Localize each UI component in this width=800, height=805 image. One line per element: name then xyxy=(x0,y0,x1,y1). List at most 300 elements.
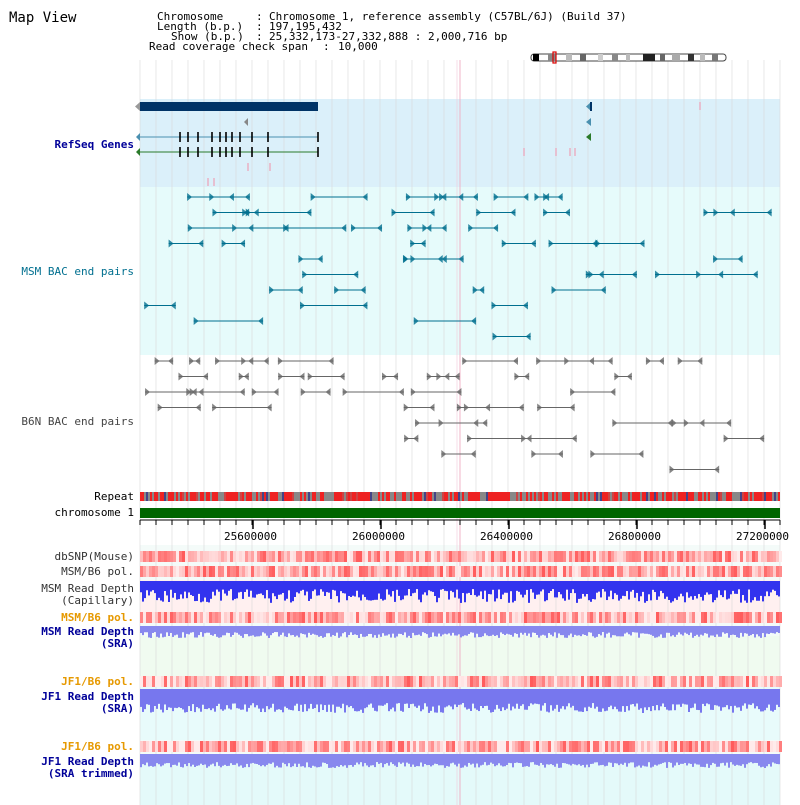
repeat-segment xyxy=(692,492,694,501)
polymorphism-cell xyxy=(677,566,680,577)
read-depth-bar xyxy=(566,581,568,590)
jf1-read-sra-line2: (SRA) xyxy=(100,702,134,715)
polymorphism-cell xyxy=(746,741,749,752)
repeat-segment xyxy=(348,492,350,501)
bac-end-marker xyxy=(612,419,617,427)
b6n-bac-end-pairs-track[interactable] xyxy=(145,357,764,474)
polymorphism-cell xyxy=(653,566,656,577)
read-depth-bar xyxy=(568,754,570,764)
read-depth-bar xyxy=(332,581,334,590)
repeat-segment xyxy=(704,492,706,501)
repeat-segment xyxy=(270,492,272,501)
read-depth-bar xyxy=(746,689,748,709)
read-depth-bar xyxy=(234,626,236,632)
polymorphism-cell xyxy=(191,612,194,623)
polymorphism-cell xyxy=(230,612,233,623)
read-depth-bar xyxy=(312,689,314,709)
repeat-segment xyxy=(256,492,258,501)
dbsnp-label[interactable]: dbSNP(Mouse) xyxy=(54,550,134,563)
repeat-segment xyxy=(456,492,458,501)
repeat-segment xyxy=(284,492,286,501)
polymorphism-cell xyxy=(173,551,176,562)
repeat-segment xyxy=(740,492,742,501)
msm-bac-label[interactable]: MSM BAC end pairs xyxy=(21,265,134,278)
read-depth-bar xyxy=(694,626,696,636)
read-depth-bar xyxy=(442,754,444,765)
read-depth-bar xyxy=(142,689,144,712)
read-depth-bar xyxy=(150,689,152,712)
polymorphism-cell xyxy=(152,566,155,577)
read-depth-bar xyxy=(186,754,188,766)
polymorphism-cell xyxy=(230,676,233,687)
read-depth-bar xyxy=(664,754,666,762)
read-depth-bar xyxy=(154,689,156,706)
msm-read-depth-capillary-label[interactable] xyxy=(41,583,134,607)
polymorphism-cell xyxy=(530,676,533,687)
repeat-segment xyxy=(248,492,250,501)
polymorphism-cell xyxy=(254,676,257,687)
read-depth-bar xyxy=(158,689,160,704)
repeat-segment xyxy=(404,492,406,501)
read-depth-bar xyxy=(738,626,740,638)
polymorphism-cell xyxy=(158,741,161,752)
polymorphism-cell xyxy=(593,566,596,577)
repeat-segment xyxy=(726,492,728,501)
read-depth-bar xyxy=(574,754,576,765)
polymorphism-cell xyxy=(266,551,269,562)
polymorphism-cell xyxy=(332,566,335,577)
repeat-segment xyxy=(744,492,746,501)
polymorphism-cell xyxy=(680,612,683,623)
read-depth-bar xyxy=(272,626,274,633)
read-depth-bar xyxy=(776,581,778,595)
read-depth-bar xyxy=(224,626,226,635)
read-depth-bar xyxy=(420,626,422,636)
read-depth-bar xyxy=(646,581,648,601)
repeat-segment xyxy=(462,492,464,501)
read-depth-bar xyxy=(698,754,700,765)
polymorphism-cell xyxy=(374,551,377,562)
bac-end-marker xyxy=(212,404,217,412)
read-depth-bar xyxy=(396,689,398,704)
read-depth-bar xyxy=(398,689,400,703)
read-depth-bar xyxy=(686,626,688,634)
read-depth-bar xyxy=(148,581,150,595)
read-depth-bar xyxy=(774,689,776,710)
msm-b6-pol-label[interactable]: MSM/B6 pol. xyxy=(61,565,134,578)
read-depth-bar xyxy=(516,754,518,763)
polymorphism-cell xyxy=(332,741,335,752)
bac-end-marker xyxy=(241,357,246,365)
polymorphism-cell xyxy=(602,741,605,752)
repeat-segment xyxy=(166,492,168,501)
polymorphism-cell xyxy=(611,566,614,577)
polymorphism-cell xyxy=(314,676,317,687)
polymorphism-cell xyxy=(536,612,539,623)
polymorphism-cell xyxy=(377,612,380,623)
read-depth-bar xyxy=(474,626,476,637)
repeat-segment xyxy=(304,492,306,501)
polymorphism-cell xyxy=(668,676,671,687)
read-depth-bar xyxy=(228,626,230,633)
read-depth-bar xyxy=(336,689,338,707)
read-depth-bar xyxy=(706,626,708,634)
read-depth-bar xyxy=(406,581,408,595)
polymorphism-cell xyxy=(656,551,659,562)
read-depth-bar xyxy=(400,754,402,764)
read-depth-bar xyxy=(774,626,776,634)
read-depth-bar xyxy=(628,581,630,600)
read-depth-bar xyxy=(670,689,672,710)
polymorphism-cell xyxy=(551,676,554,687)
read-depth-bar xyxy=(656,626,658,637)
repeat-segment xyxy=(196,492,198,501)
repeat-segment xyxy=(658,492,660,501)
polymorphism-cell xyxy=(536,566,539,577)
read-depth-bar xyxy=(616,689,618,709)
bac-end-marker xyxy=(457,404,462,412)
polymorphism-cell xyxy=(230,741,233,752)
read-depth-bar xyxy=(638,689,640,710)
read-depth-bar xyxy=(680,626,682,634)
read-depth-bar xyxy=(646,754,648,767)
polymorphism-cell xyxy=(413,612,416,623)
polymorphism-cell xyxy=(467,551,470,562)
polymorphism-cell xyxy=(266,676,269,687)
read-depth-bar xyxy=(346,626,348,637)
read-depth-bar xyxy=(336,626,338,633)
read-depth-bar xyxy=(626,689,628,706)
polymorphism-cell xyxy=(440,551,443,562)
polymorphism-cell xyxy=(542,612,545,623)
polymorphism-cell xyxy=(188,566,191,577)
read-depth-bar xyxy=(272,689,274,704)
read-depth-bar xyxy=(248,754,250,767)
read-depth-bar xyxy=(490,689,492,713)
polymorphism-cell xyxy=(257,741,260,752)
read-depth-bar xyxy=(764,581,766,596)
polymorphism-cell xyxy=(713,676,716,687)
ruler-tick-label: 25600000 xyxy=(224,530,277,543)
polymorphism-cell xyxy=(371,551,374,562)
polymorphism-cell xyxy=(764,612,767,623)
polymorphism-cell xyxy=(380,676,383,687)
polymorphism-cell xyxy=(326,676,329,687)
read-depth-bar xyxy=(268,754,270,763)
polymorphism-cell xyxy=(209,551,212,562)
polymorphism-cell xyxy=(161,676,164,687)
read-depth-bar xyxy=(372,689,374,708)
repeat-segment xyxy=(144,492,146,501)
read-depth-bar xyxy=(332,754,334,767)
repeat-segment xyxy=(484,492,486,501)
read-depth-bar xyxy=(680,581,682,594)
read-depth-bar xyxy=(478,626,480,637)
polymorphism-cell xyxy=(686,741,689,752)
read-depth-bar xyxy=(424,626,426,633)
gene-block xyxy=(590,102,592,111)
read-depth-bar xyxy=(446,581,448,591)
read-depth-bar xyxy=(660,689,662,706)
polymorphism-cell xyxy=(671,676,674,687)
read-depth-bar xyxy=(522,626,524,635)
bac-end-marker xyxy=(196,404,201,412)
read-depth-bar xyxy=(476,689,478,710)
polymorphism-cell xyxy=(611,676,614,687)
read-depth-bar xyxy=(698,626,700,637)
jf1-read-depth-sra-label[interactable] xyxy=(41,691,134,715)
polymorphism-cell xyxy=(233,676,236,687)
read-depth-bar xyxy=(676,626,678,635)
read-depth-bar xyxy=(222,626,224,635)
read-depth-bar xyxy=(414,626,416,635)
repeat-segment xyxy=(524,492,526,501)
repeat-segment xyxy=(604,492,606,501)
polymorphism-cell xyxy=(173,566,176,577)
polymorphism-cell xyxy=(491,566,494,577)
read-depth-bar xyxy=(462,581,464,593)
show-key: Show (b.p.) xyxy=(171,30,244,43)
polymorphism-cell xyxy=(410,551,413,562)
read-depth-bar xyxy=(738,581,740,589)
read-depth-bar xyxy=(666,626,668,633)
read-depth-bar xyxy=(736,689,738,708)
polymorphism-cell xyxy=(425,551,428,562)
read-depth-bar xyxy=(714,581,716,600)
read-depth-bar xyxy=(338,581,340,602)
polymorphism-cell xyxy=(212,566,215,577)
read-depth-bar xyxy=(662,626,664,638)
read-depth-bar xyxy=(682,581,684,596)
polymorphism-cell xyxy=(407,551,410,562)
polymorphism-cell xyxy=(227,566,230,577)
read-depth-bar xyxy=(358,689,360,711)
polymorphism-cell xyxy=(155,566,158,577)
msm-read-depth-sra-label[interactable] xyxy=(41,626,134,650)
polymorphism-cell xyxy=(281,612,284,623)
polymorphism-cell xyxy=(722,741,725,752)
polymorphism-cell xyxy=(719,551,722,562)
jf1-read-depth-trimmed-label[interactable] xyxy=(41,756,134,780)
polymorphism-cell xyxy=(515,551,518,562)
read-depth-bar xyxy=(654,689,656,710)
read-depth-bar xyxy=(426,754,428,765)
polymorphism-cell xyxy=(656,612,659,623)
repeat-segment xyxy=(458,492,460,501)
read-depth-bar xyxy=(522,754,524,767)
chromosome-ideogram[interactable] xyxy=(531,52,726,63)
read-depth-bar xyxy=(184,581,186,592)
read-depth-bar xyxy=(312,626,314,634)
read-depth-bar xyxy=(730,626,732,635)
jf1-b6-pol-2-label[interactable]: JF1/B6 pol. xyxy=(61,740,134,753)
repeat-segment xyxy=(318,492,320,501)
read-depth-bar xyxy=(358,626,360,638)
read-depth-bar xyxy=(262,581,264,595)
polymorphism-cell xyxy=(611,551,614,562)
read-depth-bar xyxy=(520,754,522,763)
read-depth-bar xyxy=(728,626,730,638)
chromosome-bar[interactable] xyxy=(140,508,780,518)
read-depth-bar xyxy=(246,626,248,634)
read-depth-bar xyxy=(736,626,738,637)
read-depth-bar xyxy=(628,689,630,710)
repeat-segment xyxy=(432,492,434,501)
read-depth-bar xyxy=(494,754,496,766)
polymorphism-cell xyxy=(488,676,491,687)
repeat-segment xyxy=(182,492,184,501)
polymorphism-cell xyxy=(701,741,704,752)
jf1-b6-pol-label[interactable]: JF1/B6 pol. xyxy=(61,675,134,688)
read-depth-bar xyxy=(308,689,310,709)
repeat-segment xyxy=(542,492,544,501)
read-depth-bar xyxy=(696,626,698,635)
repeat-segment xyxy=(194,492,196,501)
polymorphism-cell xyxy=(431,741,434,752)
read-depth-bar xyxy=(182,626,184,632)
repeat-segment xyxy=(600,492,602,501)
polymorphism-cell xyxy=(338,566,341,577)
polymorphism-cell xyxy=(155,676,158,687)
read-depth-bar xyxy=(548,626,550,633)
read-depth-bar xyxy=(578,689,580,712)
read-depth-bar xyxy=(394,626,396,638)
msm-b6-pol-2-label[interactable]: MSM/B6 pol. xyxy=(61,611,134,624)
repeat-label[interactable]: Repeat xyxy=(94,490,134,503)
read-depth-bar xyxy=(758,626,760,636)
polymorphism-cell xyxy=(302,566,305,577)
polymorphism-cell xyxy=(272,741,275,752)
read-depth-bar xyxy=(162,581,164,602)
polymorphism-cell xyxy=(524,612,527,623)
polymorphism-cell xyxy=(215,612,218,623)
repeat-segment xyxy=(646,492,648,501)
read-depth-bar xyxy=(316,626,318,635)
read-depth-bar xyxy=(666,581,668,597)
msm-read-cap-line2: (Capillary) xyxy=(61,594,134,607)
polymorphism-cell xyxy=(641,612,644,623)
read-depth-bar xyxy=(654,626,656,638)
read-depth-bar xyxy=(408,626,410,636)
read-depth-bar xyxy=(178,689,180,707)
read-depth-bar xyxy=(434,689,436,712)
polymorphism-cell xyxy=(338,551,341,562)
read-depth-bar xyxy=(158,626,160,638)
read-depth-bar xyxy=(382,626,384,633)
polymorphism-cell xyxy=(701,676,704,687)
polymorphism-cell xyxy=(218,676,221,687)
read-depth-bar xyxy=(438,689,440,705)
polymorphism-cell xyxy=(239,566,242,577)
polymorphism-cell xyxy=(749,551,752,562)
polymorphism-cell xyxy=(158,612,161,623)
read-depth-bar xyxy=(492,754,494,764)
read-depth-bar xyxy=(602,689,604,708)
polymorphism-cell xyxy=(203,676,206,687)
polymorphism-cell xyxy=(779,741,782,752)
polymorphism-cell xyxy=(647,741,650,752)
polymorphism-cell xyxy=(260,676,263,687)
read-depth-bar xyxy=(406,754,408,763)
repeat-segment xyxy=(372,492,374,501)
read-depth-bar xyxy=(212,626,214,636)
read-depth-bar xyxy=(424,754,426,764)
read-depth-bar xyxy=(410,581,412,596)
polymorphism-cell xyxy=(287,741,290,752)
polymorphism-cell xyxy=(638,566,641,577)
polymorphism-cell xyxy=(251,612,254,623)
polymorphism-cell xyxy=(608,551,611,562)
read-depth-bar xyxy=(330,754,332,768)
polymorphism-cell xyxy=(194,566,197,577)
read-depth-bar xyxy=(350,581,352,597)
read-depth-bar xyxy=(478,689,480,711)
bac-end-marker xyxy=(308,373,313,381)
read-depth-bar xyxy=(552,626,554,636)
read-depth-bar xyxy=(536,581,538,595)
read-depth-bar xyxy=(402,689,404,712)
read-depth-bar xyxy=(608,626,610,633)
polymorphism-cell xyxy=(596,676,599,687)
polymorphism-cell xyxy=(146,676,149,687)
b6n-bac-label[interactable]: B6N BAC end pairs xyxy=(21,415,134,428)
read-depth-bar xyxy=(148,626,150,637)
read-depth-bar xyxy=(576,689,578,710)
read-depth-bar xyxy=(474,689,476,708)
polymorphism-cell xyxy=(323,741,326,752)
polymorphism-cell xyxy=(491,676,494,687)
read-depth-bar xyxy=(234,689,236,703)
polymorphism-cell xyxy=(164,551,167,562)
read-depth-bar xyxy=(248,626,250,636)
polymorphism-cell xyxy=(587,566,590,577)
read-depth-bar xyxy=(638,626,640,638)
read-depth-bar xyxy=(570,689,572,708)
read-depth-bar xyxy=(348,689,350,707)
read-depth-bar xyxy=(628,626,630,634)
polymorphism-cell xyxy=(587,741,590,752)
chromosome-label[interactable]: chromosome 1 xyxy=(54,506,134,519)
polymorphism-cell xyxy=(224,551,227,562)
repeat-segment xyxy=(586,492,588,501)
read-depth-bar xyxy=(188,626,190,634)
polymorphism-cell xyxy=(272,551,275,562)
polymorphism-cell xyxy=(521,566,524,577)
read-depth-bar xyxy=(144,581,146,598)
polymorphism-cell xyxy=(191,566,194,577)
polymorphism-cell xyxy=(677,741,680,752)
repeat-segment xyxy=(190,492,192,501)
repeat-segment xyxy=(240,492,242,501)
read-depth-bar xyxy=(316,754,318,767)
repeat-segment xyxy=(356,492,358,501)
polymorphism-cell xyxy=(395,566,398,577)
polymorphism-cell xyxy=(221,741,224,752)
refseq-genes-label[interactable]: RefSeq Genes xyxy=(54,138,134,151)
read-depth-bar xyxy=(532,626,534,633)
repeat-segment xyxy=(448,492,450,501)
repeat-segment xyxy=(516,492,518,501)
polymorphism-cell xyxy=(590,676,593,687)
polymorphism-cell xyxy=(698,612,701,623)
polymorphism-cell xyxy=(398,676,401,687)
read-depth-bar xyxy=(702,626,704,636)
polymorphism-cell xyxy=(203,741,206,752)
polymorphism-cell xyxy=(536,551,539,562)
polymorphism-cell xyxy=(275,566,278,577)
repeat-track[interactable] xyxy=(140,492,780,501)
read-depth-bar xyxy=(200,626,202,632)
